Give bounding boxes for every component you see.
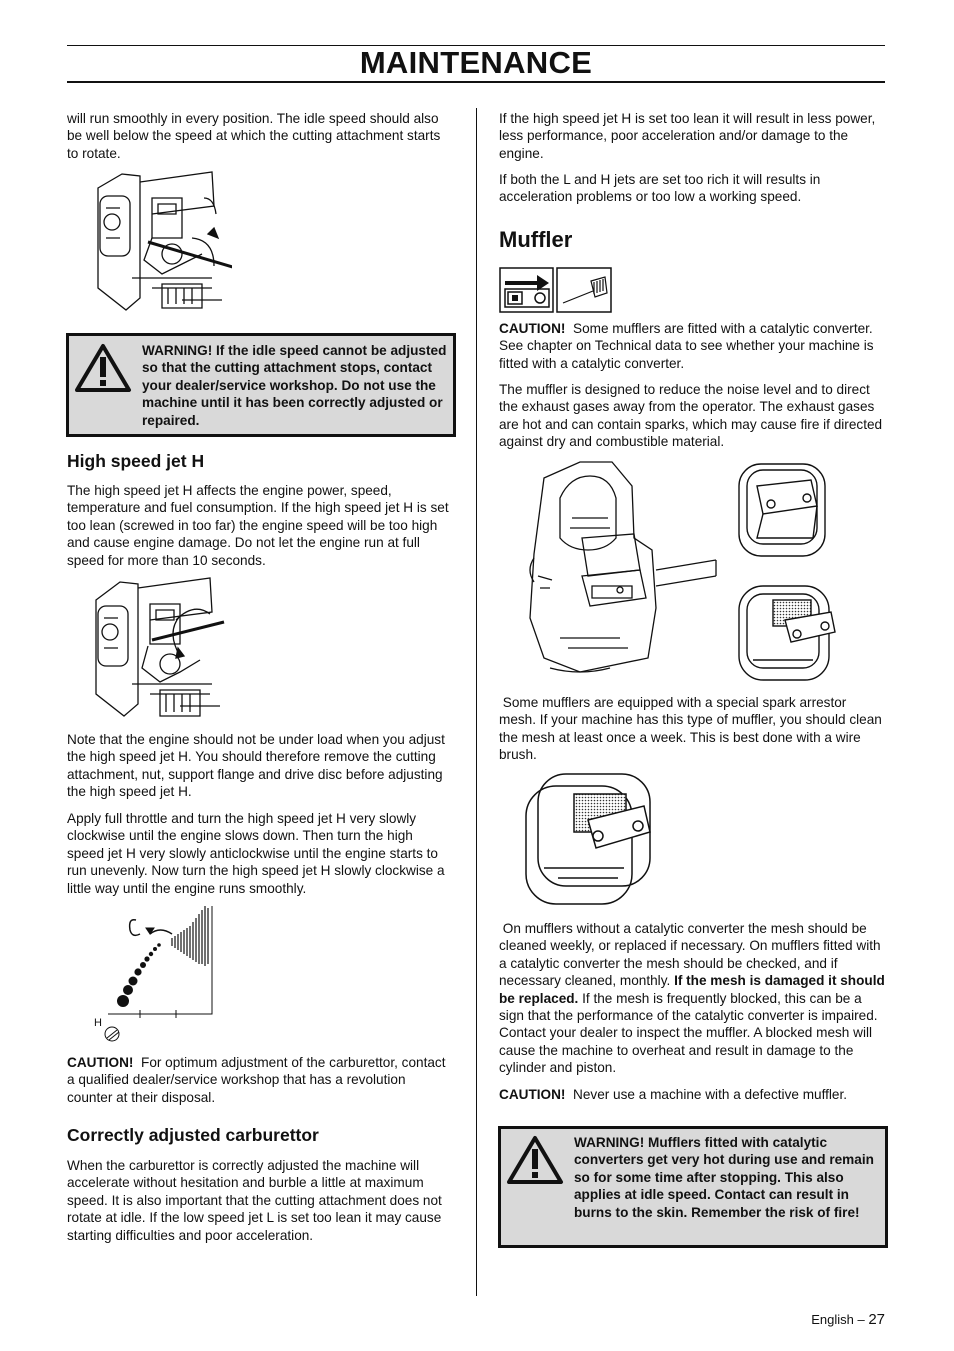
left-paragraph-3: Note that the engine should not be under load when you adjust the high speed jet H. You should therefore remove the cutting attachment, nut, support flange and drive disc before adjusting the high speed jet H. bbox=[67, 732, 445, 800]
caution-text-1: Some mufflers are fitted with a catalytic converter. See chapter on Technical data to see whether your machine is fitted with a catalytic converter. bbox=[499, 321, 874, 371]
right-paragraph-4-text: Some mufflers are equipped with a special spark arrestor mesh. If your machine has this type of muffler, you should clean the mesh at least once a week. This is best done with a wire brush. bbox=[499, 695, 882, 763]
caution-label-2: CAUTION! bbox=[499, 1087, 566, 1102]
header-rule-bottom bbox=[67, 81, 885, 83]
warning-triangle-icon bbox=[506, 1135, 564, 1185]
right-paragraph-5-bold: If the mesh is damaged it should be replaced. bbox=[499, 973, 885, 1006]
page-title: MAINTENANCE bbox=[359, 45, 593, 80]
warning-triangle-icon bbox=[74, 343, 132, 393]
right-paragraph-5 bbox=[499, 920, 885, 1077]
engine-muffler-illustration bbox=[520, 458, 720, 678]
right-paragraph-4 bbox=[499, 694, 885, 764]
caution-label: CAUTION! bbox=[67, 1055, 134, 1070]
rpm-adjustment-diagram bbox=[92, 902, 222, 1044]
left-paragraph-5: When the carburettor is correctly adjusted the machine will accelerate without hesitation and burble a little at maximum speed. It is also important that the cutting attachment does not rotate at idle. If the low speed jet L is set too lean it may cause starting difficulties and poor acceleration. bbox=[67, 1158, 442, 1243]
left-caution-paragraph bbox=[67, 1054, 453, 1106]
carburettor-high-speed-illustration bbox=[92, 576, 232, 721]
footer-language: English bbox=[811, 1312, 854, 1327]
caution-label-1: CAUTION! bbox=[499, 321, 566, 336]
heading-muffler: Muffler bbox=[499, 227, 573, 252]
maintenance-symbols bbox=[499, 267, 613, 313]
warning-text-idle: WARNING! If the idle speed cannot be adjusted so that the cutting attachment stops, contact your dealer/service workshop. Do not use the machine until it has been correctly adjusted or repaired. bbox=[142, 343, 447, 428]
diagram-h-label: H bbox=[94, 1017, 102, 1029]
warning-box-muffler bbox=[498, 1126, 888, 1248]
right-paragraph-3: The muffler is designed to reduce the noise level and to direct the exhaust gases away from the operator. The exhaust gases are hot and can contain sparks, which may cause fire if directed against dry and combustible material. bbox=[499, 382, 883, 450]
right-caution-paragraph-2 bbox=[499, 1086, 885, 1103]
spark-arrestor-muffler-illustration bbox=[524, 772, 654, 906]
left-paragraph-4: Apply full throttle and turn the high speed jet H very slowly clockwise until the engine slows down. Then turn the high speed jet H very slowly anticlockwise until the engine starts to run unevenly. Now turn the high speed jet H slowly clockwise a little way until the engine runs smoothly. bbox=[67, 811, 445, 896]
left-paragraph-2: The high speed jet H affects the engine power, speed, temperature and fuel consumption. If the high speed jet H is set too lean (screwed in too far) the engine speed will be too high and cause engine damage. Do not let the engine run at full speed for more than 10 seconds. bbox=[67, 483, 449, 568]
muffler-illustration-top bbox=[737, 458, 827, 560]
column-divider bbox=[476, 108, 477, 1296]
right-paragraph-1: If the high speed jet H is set too lean it will result in less power, less performance, poor acceleration and/or damage to the engine. bbox=[499, 111, 876, 161]
left-paragraph-1: will run smoothly in every position. The idle speed should also be well below the speed at which the cutting attachment starts to rotate. bbox=[67, 111, 441, 161]
heading-high-speed-jet: High speed jet H bbox=[67, 451, 205, 471]
caution-text-2: Never use a machine with a defective muffler. bbox=[573, 1087, 848, 1102]
muffler-illustration-mesh bbox=[737, 580, 837, 684]
warning-text-muffler: WARNING! Mufflers fitted with catalytic converters get very hot during use and remain so for some time after stopping. This also applies at idle speed. Contact can result in burns to the skin. Remember the risk of fire! bbox=[574, 1135, 874, 1220]
heading-correct-carburettor: Correctly adjusted carburettor bbox=[67, 1125, 319, 1145]
footer-dash: – bbox=[857, 1312, 865, 1327]
right-caution-paragraph-1 bbox=[499, 320, 885, 372]
right-paragraph-2: If both the L and H jets are set too rich it will results in acceleration problems or too low a working speed. bbox=[499, 172, 821, 205]
page-number: 27 bbox=[868, 1311, 885, 1328]
right-paragraph-5a: On mufflers without a catalytic converter the mesh should be cleaned weekly, or replaced if necessary. On mufflers fitted with a catalytic converter the mesh should be checked, and if necessary cleaned, monthly. bbox=[499, 921, 881, 989]
right-paragraph-5b: If the mesh is frequently blocked, this can be a sign that the performance of the catalytic converter is impaired. Contact your dealer to inspect the muffler. A blocked mesh will cause the machine to overheat and result in damage to the cylinder and piston. bbox=[499, 990, 878, 1076]
page-footer bbox=[811, 1312, 885, 1328]
warning-box-idle bbox=[66, 333, 456, 437]
caution-text: For optimum adjustment of the carburettor, contact a qualified dealer/service workshop that has a revolution counter at their disposal. bbox=[67, 1055, 446, 1105]
carburettor-idle-illustration bbox=[92, 168, 232, 314]
